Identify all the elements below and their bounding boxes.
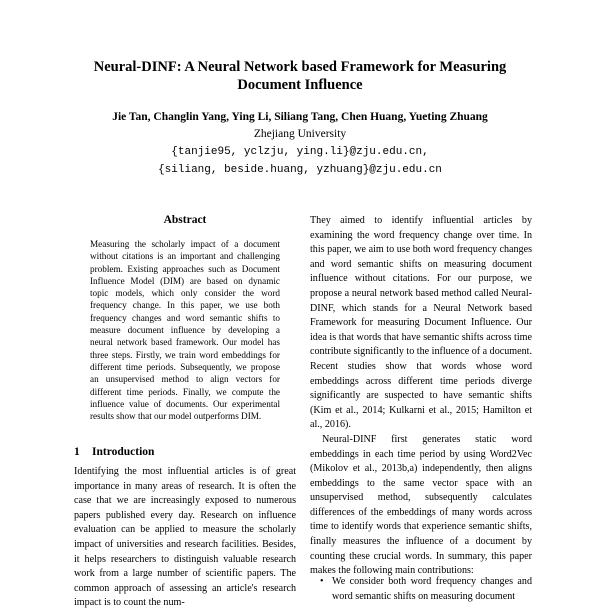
section-number: 1: [74, 446, 80, 458]
abstract-text: Measuring the scholarly impact of a document without citations is an important and challenging problem. Existing approaches such as Document Influence Model (DIM) are based on dynamic topic models, which only consider the word frequency change. In this paper, we use both frequency changes and word semantic shifts to measure document influence by developing a neural network based framework. Our model has three steps. Firstly, we train word embeddings for different time periods. Subsequently, we propose an unsupervised method to align vectors for different time periods. Finally, we compute the influence value of documents. Our experimental results show that our model outperforms DIM.: [90, 239, 280, 422]
right-paragraph-1: They aimed to identify influential articles by examining the word frequency change over time. In this paper, we aim to use both word frequency changes and word semantic shifts on measuring document influence without citations. For our purpose, we propose a neural network based method called Neural-DINF, which stands for a Neural Network based Framework for measuring Document Influence. Our idea is that words that have semantic shifts across time contribute significantly to the influence of a document. Recent studies show that words whose word embeddings across different time periods diverge significantly are suspected to have semantic shifts (Kim et al., 2014; Kulkarni et al., 2015; Hamilton et al., 2016).: [310, 215, 532, 431]
email-line-2: {siliang, beside.huang, yzhuang}@zju.edu.cn: [158, 164, 442, 176]
bullet-symbol: •: [320, 576, 324, 587]
abstract-heading: Abstract: [163, 214, 207, 226]
bullet-text: We consider both word frequency changes and word semantic shifts on measuring document: [332, 576, 532, 602]
author-list: Jie Tan, Changlin Yang, Ying Li, Siliang Tang, Chen Huang, Yueting Zhuang: [112, 111, 488, 123]
email-line-1: {tanjie95, yclzju, ying.li}@zju.edu.cn,: [171, 146, 429, 158]
paper-title: [60, 58, 540, 94]
right-column: [310, 214, 532, 579]
right-paragraph-2: Neural-DINF first generates static word embeddings in each time period by using Word2Vec (Mikolov et al., 2013b,a) independently, then aligns embeddings to the same vector space with an unsupervised method, subsequently calculates differences of the embeddings of many words across time to identify words that experience semantic shifts, finally measures the influence of a document by counting these crucial words. In summary, this paper makes the following main contributions:: [310, 433, 532, 577]
introduction-heading: [74, 446, 304, 458]
paper-title-line2: Document Influence: [237, 77, 363, 93]
affiliation: Zhejiang University: [253, 128, 347, 140]
section-title: Introduction: [92, 446, 155, 458]
paper-title-line1: Neural-DINF: A Neural Network based Framework for Measuring: [93, 59, 507, 75]
introduction-text: Identifying the most influential articles is of great importance in many areas of research. It is often the case that we are increasingly exposed to numerous papers published every day. Research on influence evaluation can be applied to measure the scholarly impact of universities and research facilities. Besides, it helps researchers to distinguish valuable research work from a large number of scientific papers. The common approach of assessing an article's research impact is to count the num-: [74, 466, 296, 609]
